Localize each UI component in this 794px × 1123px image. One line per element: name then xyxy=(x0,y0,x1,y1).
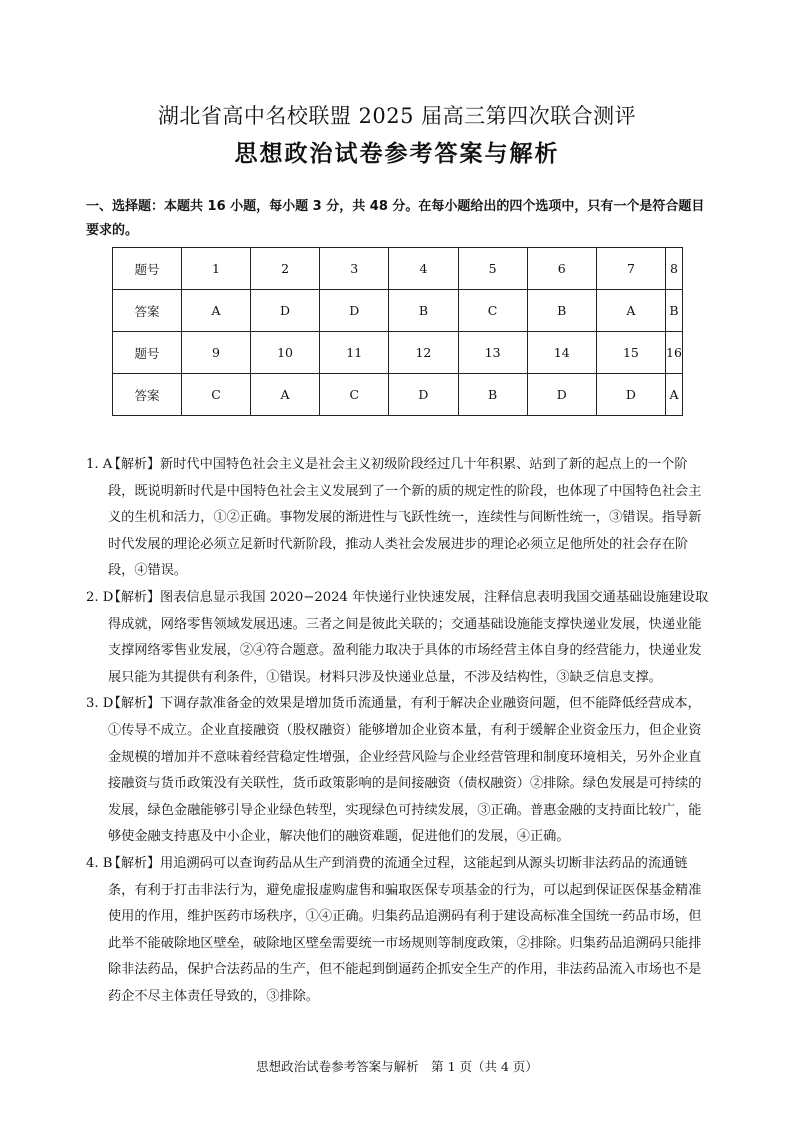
answer-table-cell: B xyxy=(458,374,527,416)
answer-table-cell: A xyxy=(182,290,251,332)
answer-table-cell: 4 xyxy=(389,248,458,290)
answer-table-cell: C xyxy=(458,290,527,332)
answer-table-cell: 6 xyxy=(527,248,596,290)
explanation-item xyxy=(86,585,712,691)
answer-table-cell: A xyxy=(596,290,665,332)
analysis-tag: 【解析】 xyxy=(108,855,161,871)
analysis-text: 新时代中国特色社会主义是社会主义初级阶段经过几十年积累、站到了新的起点上的一个阶段，既说明新时代是中国特色社会主义发展到了一个新的质的规定性的阶段，也体现了中国特色社会主义的生机和活力，①②正确。事物发展的渐进性与飞跃性统一，连续性与间断性统一，③错误。指导新时代发展的理论必须立足新时代新阶段，推动人类社会发展进步的理论必须立足他所处的社会存在阶段，④错误。 xyxy=(108,457,702,579)
answer-table-cell: D xyxy=(527,374,596,416)
answer-table-row xyxy=(113,332,683,374)
answer-table-cell: 14 xyxy=(527,332,596,374)
answer-table-cell: 12 xyxy=(389,332,458,374)
explanation-list xyxy=(86,452,712,1010)
answer-table-row-label: 答案 xyxy=(113,290,182,332)
answer-table-cell: A xyxy=(250,374,319,416)
answer-table-cell: B xyxy=(389,290,458,332)
analysis-tag: 【解析】 xyxy=(108,589,161,605)
answer-table-cell: 2 xyxy=(250,248,319,290)
answer-table-cell: 15 xyxy=(596,332,665,374)
answer-table-cell: D xyxy=(250,290,319,332)
explanation-item xyxy=(86,452,712,585)
answer-table-cell: C xyxy=(320,374,389,416)
section-number: 一、 xyxy=(86,199,113,214)
question-answer: 4. B xyxy=(86,855,113,871)
answer-table-cell: 16 xyxy=(666,332,683,374)
section-heading xyxy=(86,195,711,243)
answer-table-cell: D xyxy=(596,374,665,416)
answer-table-cell: 13 xyxy=(458,332,527,374)
answer-table-cell: 1 xyxy=(182,248,251,290)
answer-table-cell: D xyxy=(320,290,389,332)
explanation-item xyxy=(86,851,712,1011)
answer-table xyxy=(112,247,683,416)
analysis-text: 下调存款准备金的效果是增加货币流通量，有利于解决企业融资问题，但不能降低经营成本，①传导不成立。企业直接融资（股权融资）能够增加企业资本量，有利于缓解企业资金压力，但企业资金规模的增加并不意味着经营稳定性增强，企业经营风险与企业经营管理和制度环境相关，另外企业直接融资与货币政策没有关联性，货币政策影响的是间接融资（债权融资）②排除。绿色发展是可持续的发展，绿色金融能够引导企业绿色转型，实现绿色可持续发展，③正确。普惠金融的支持面比较广，能够使金融支持惠及中小企业，解决他们的融资难题，促进他们的发展，④正确。 xyxy=(108,696,702,845)
answer-table-cell: 5 xyxy=(458,248,527,290)
analysis-tag: 【解析】 xyxy=(108,696,161,712)
answer-table-cell: C xyxy=(182,374,251,416)
question-answer: 3. D xyxy=(86,696,114,712)
question-answer: 2. D xyxy=(86,589,114,605)
answer-table-row xyxy=(113,374,683,416)
answer-table-cell: B xyxy=(527,290,596,332)
answer-table-cell: 10 xyxy=(250,332,319,374)
answer-table-row xyxy=(113,290,683,332)
explanation-item xyxy=(86,691,712,851)
answer-table-row-label: 题号 xyxy=(113,248,182,290)
question-answer: 1. A xyxy=(86,457,113,472)
answer-table-cell: A xyxy=(666,374,683,416)
document-title: 湖北省高中名校联盟 2025 届高三第四次联合测评 xyxy=(157,104,637,128)
answer-table-cell: 9 xyxy=(182,332,251,374)
answer-table-row-label: 题号 xyxy=(113,332,182,374)
analysis-tag: 【解析】 xyxy=(108,457,161,472)
answer-table-cell: D xyxy=(389,374,458,416)
answer-table-cell: 7 xyxy=(596,248,665,290)
answer-table-row xyxy=(113,248,683,290)
analysis-text: 用追溯码可以查询药品从生产到消费的流通全过程，这能起到从源头切断非法药品的流通链条，有利于打击非法行为，避免虚报虚购虚售和骗取医保专项基金的行为，可以起到保证医保基金精准使用的作用，维护医药市场秩序，①④正确。归集药品追溯码有利于建设高标准全国统一药品市场，但此举不能破除地区壁垒，破除地区壁垒需要统一市场规则等制度政策，②排除。归集药品追溯码只能排除非法药品，保护合法药品的生产，但不能起到倒逼药企抓安全生产的作用，非法药品流入市场也不是药企不尽主体责任导致的，③排除。 xyxy=(108,855,702,1004)
answer-table-cell: 3 xyxy=(320,248,389,290)
answer-table-row-label: 答案 xyxy=(113,374,182,416)
document-subtitle: 思想政治试卷参考答案与解析 xyxy=(234,141,560,167)
page-footer: 思想政治试卷参考答案与解析 第 1 页（共 4 页） xyxy=(256,1059,538,1074)
answer-table-cell: B xyxy=(666,290,683,332)
section-instructions: 选择题：本题共 16 小题，每小题 3 分，共 48 分。在每小题给出的四个选项中，只有一个是符合题目要求的。 xyxy=(86,199,705,238)
answer-table-cell: 8 xyxy=(666,248,683,290)
analysis-text: 图表信息显示我国 2020−2024 年快递行业快速发展，注释信息表明我国交通基础设施建设取得成就，网络零售领域发展迅速。三者之间是彼此关联的；交通基础设施能支撑快递业发展，快递业能支撑网络零售业发展，②④符合题意。盈利能力取决于具体的市场经营主体自身的经营能力，快递业发展只能为其提供有利条件，①错误。材料只涉及快递业总量，不涉及结构性，③缺乏信息支撑。 xyxy=(108,589,709,685)
answer-table-cell: 11 xyxy=(320,332,389,374)
